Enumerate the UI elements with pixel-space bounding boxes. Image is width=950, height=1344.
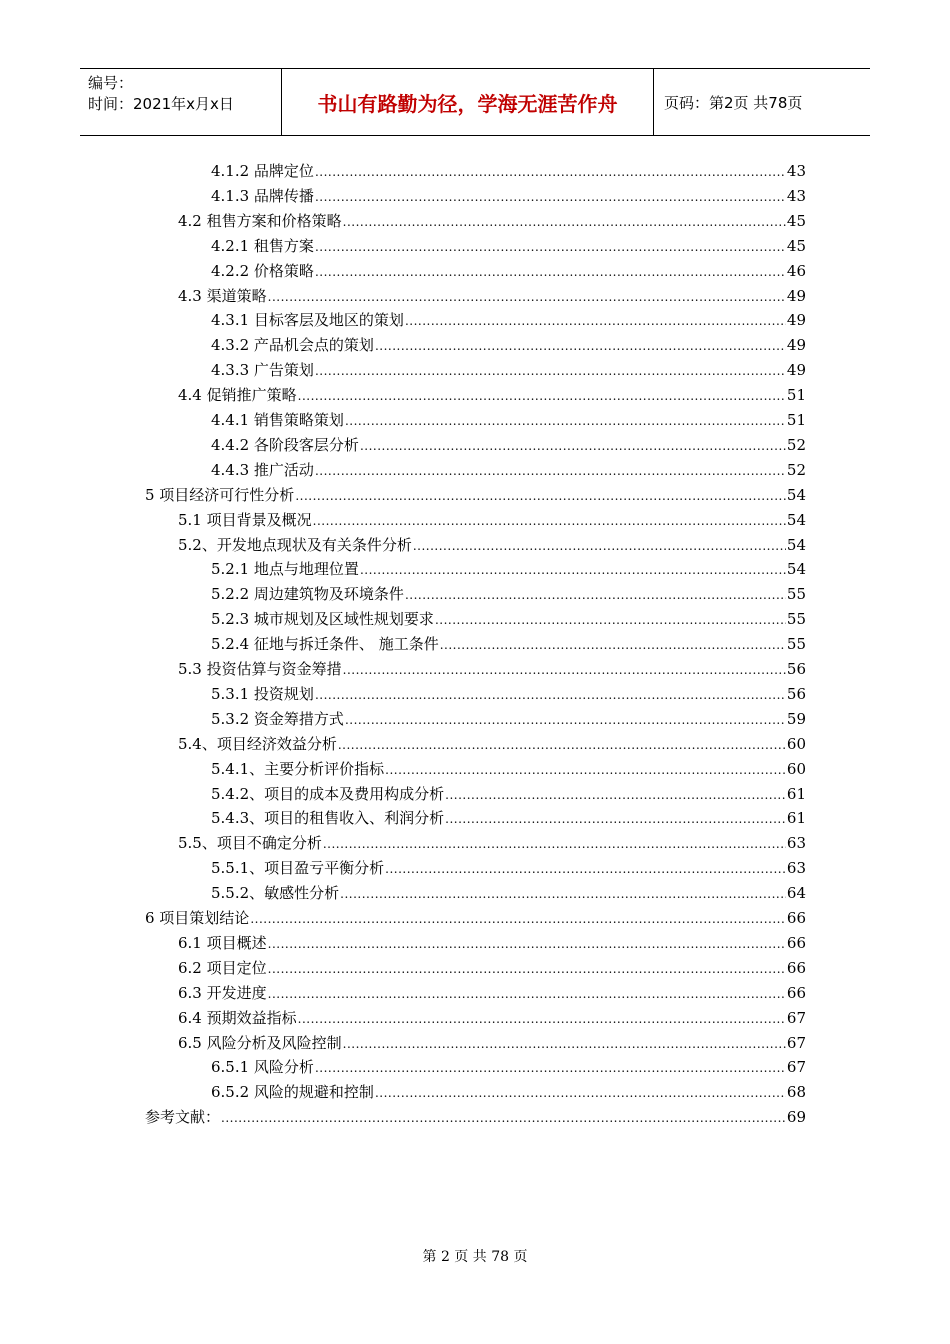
toc-entry-title: 4.3.1 目标客层及地区的策划 xyxy=(211,311,404,330)
header-motto: 书山有路勤为径，学海无涯苦作舟 xyxy=(282,69,654,135)
toc-entry-page: 67 xyxy=(786,1058,806,1077)
toc-entry[interactable] xyxy=(211,707,806,732)
toc-entry-title: 5.3.2 资金筹措方式 xyxy=(211,709,344,728)
toc-entry-page: 66 xyxy=(786,983,806,1002)
toc-leader-dots xyxy=(315,682,786,708)
toc-entry[interactable] xyxy=(178,1031,806,1056)
toc-entry[interactable] xyxy=(178,284,806,309)
page-header xyxy=(80,68,870,136)
toc-entry-page: 45 xyxy=(786,211,806,230)
toc-entry-title: 4.2.1 租售方案 xyxy=(211,236,314,255)
number-label: 编号： xyxy=(88,74,134,92)
toc-leader-dots xyxy=(315,358,786,384)
toc-entry-title: 6.3 开发进度 xyxy=(178,983,267,1002)
toc-leader-dots xyxy=(343,1031,786,1057)
toc-entry-page: 46 xyxy=(786,261,806,280)
toc-entry-page: 66 xyxy=(786,958,806,977)
toc-entry-page: 54 xyxy=(786,535,806,554)
toc-entry-page: 43 xyxy=(786,186,806,205)
toc-entry-title: 4.3 渠道策略 xyxy=(178,286,267,305)
time-label: 时间：2021年x月x日 xyxy=(88,95,234,113)
toc-entry-title: 5.3.1 投资规划 xyxy=(211,684,314,703)
toc-entry[interactable] xyxy=(211,582,806,607)
toc-entry-title: 4.4.1 销售策略策划 xyxy=(211,411,344,429)
toc-entry[interactable] xyxy=(211,682,806,707)
toc-entry-page: 55 xyxy=(786,635,806,654)
toc-entry-page: 55 xyxy=(786,585,806,604)
toc-entry[interactable] xyxy=(211,806,806,831)
toc-leader-dots xyxy=(315,234,786,260)
toc-entry-title: 5.2.3 城市规划及区域性规划要求 xyxy=(211,610,434,629)
toc-leader-dots xyxy=(323,831,786,857)
toc-entry-page: 52 xyxy=(786,435,806,454)
toc-entry[interactable] xyxy=(211,557,806,582)
toc-entry[interactable] xyxy=(211,458,806,483)
toc-entry-page: 56 xyxy=(786,660,806,678)
toc-entry-title: 6.4 预期效益指标 xyxy=(178,1008,297,1027)
toc-leader-dots xyxy=(345,707,786,733)
toc-entry-page: 54 xyxy=(786,510,806,529)
toc-entry-title: 6.5 风险分析及风险控制 xyxy=(178,1033,342,1052)
toc-entry[interactable] xyxy=(178,732,806,757)
toc-entry[interactable] xyxy=(145,906,806,931)
toc-entry-title: 4.3.2 产品机会点的策划 xyxy=(211,336,374,355)
toc-entry-page: 52 xyxy=(786,460,806,479)
header-meta xyxy=(80,69,282,135)
toc-entry-title: 5.3 投资估算与资金筹措 xyxy=(178,660,342,678)
toc-entry-page: 64 xyxy=(786,884,806,903)
toc-entry-title: 4.1.2 品牌定位 xyxy=(211,162,314,180)
toc-entry-title: 6.1 项目概述 xyxy=(178,933,267,952)
toc-entry-title: 5.5.2、敏感性分析 xyxy=(211,884,340,903)
toc-entry-title: 5.2.1 地点与地理位置 xyxy=(211,560,359,579)
toc-entry-title: 5.1 项目背景及概况 xyxy=(178,510,312,529)
toc-entry[interactable] xyxy=(211,308,806,333)
toc-entry-page: 51 xyxy=(786,411,806,429)
toc-leader-dots xyxy=(413,533,786,559)
toc-entry-page: 56 xyxy=(786,684,806,703)
toc-leader-dots xyxy=(445,782,786,808)
toc-entry-page: 59 xyxy=(786,709,806,728)
toc-entry-title: 4.4.2 各阶段客层分析 xyxy=(211,435,359,454)
toc-entry-title: 5.2.2 周边建筑物及环境条件 xyxy=(211,585,404,604)
toc-entry-page: 68 xyxy=(786,1083,806,1102)
toc-entry-title: 4.2 租售方案和价格策略 xyxy=(178,211,342,230)
toc-entry-title: 4.4 促销推广策略 xyxy=(178,386,297,405)
toc-leader-dots xyxy=(315,458,786,484)
toc-leader-dots xyxy=(405,308,786,334)
toc-entry[interactable] xyxy=(211,159,806,184)
toc-entry-title: 6 项目策划结论 xyxy=(145,909,250,927)
toc-leader-dots xyxy=(250,906,786,932)
toc-leader-dots xyxy=(375,1080,786,1106)
toc-entry-page: 55 xyxy=(786,610,806,629)
toc-leader-dots xyxy=(221,1105,786,1131)
toc-entry-title: 6.5.2 风险的规避和控制 xyxy=(211,1083,374,1102)
toc-entry[interactable] xyxy=(211,1055,806,1080)
toc-entry[interactable] xyxy=(178,1006,806,1031)
toc-entry-title: 5 项目经济可行性分析 xyxy=(145,485,295,504)
toc-entry-page: 69 xyxy=(786,1108,806,1127)
toc-entry-page: 66 xyxy=(786,909,806,927)
toc-leader-dots xyxy=(298,1006,786,1032)
toc-entry[interactable] xyxy=(211,234,806,259)
toc-leader-dots xyxy=(343,657,786,683)
toc-entry[interactable] xyxy=(178,931,806,956)
toc-entry-page: 67 xyxy=(786,1008,806,1027)
toc-entry-title: 6.2 项目定位 xyxy=(178,958,267,977)
toc-entry[interactable] xyxy=(211,1080,806,1105)
toc-leader-dots xyxy=(268,284,786,310)
toc-leader-dots xyxy=(345,408,786,434)
toc-entry-page: 49 xyxy=(786,286,806,305)
toc-entry-title: 5.4.2、项目的成本及费用构成分析 xyxy=(211,784,445,803)
toc-leader-dots xyxy=(315,184,786,210)
toc-entry[interactable] xyxy=(211,881,806,906)
toc-entry-page: 60 xyxy=(786,759,806,778)
toc-leader-dots xyxy=(375,333,786,359)
toc-leader-dots xyxy=(298,383,786,409)
toc-entry[interactable] xyxy=(178,956,806,981)
toc-entry[interactable] xyxy=(211,782,806,807)
toc-entry[interactable] xyxy=(145,483,806,508)
toc-entry[interactable] xyxy=(178,383,806,408)
toc-entry-page: 49 xyxy=(786,361,806,380)
toc-leader-dots xyxy=(360,557,786,583)
toc-entry-page: 45 xyxy=(786,236,806,255)
toc-entry[interactable] xyxy=(211,259,806,284)
toc-entry-title: 4.1.3 品牌传播 xyxy=(211,186,314,205)
toc-entry-page: 51 xyxy=(786,386,806,405)
toc-entry-page: 61 xyxy=(786,809,806,828)
toc-entry-title: 4.3.3 广告策划 xyxy=(211,361,314,380)
toc-entry-title: 5.4.3、项目的租售收入、利润分析 xyxy=(211,809,445,828)
toc-leader-dots xyxy=(338,732,786,758)
toc-leader-dots xyxy=(340,881,786,907)
toc-entry-page: 63 xyxy=(786,859,806,878)
toc-leader-dots xyxy=(295,483,786,509)
toc-entry[interactable] xyxy=(211,632,806,657)
toc-entry-page: 54 xyxy=(786,485,806,504)
toc-leader-dots xyxy=(405,582,786,608)
toc-leader-dots xyxy=(268,981,786,1007)
toc-entry-title: 5.2、开发地点现状及有关条件分析 xyxy=(178,535,412,554)
toc-entry-title: 5.5、项目不确定分析 xyxy=(178,834,322,853)
toc-leader-dots xyxy=(440,632,786,658)
toc-entry[interactable] xyxy=(211,408,806,433)
toc-entry[interactable] xyxy=(145,1105,806,1130)
header-page-info: 页码：第2页 共78页 xyxy=(664,93,803,112)
toc-entry[interactable] xyxy=(211,757,806,782)
toc-leader-dots xyxy=(268,956,786,982)
toc-entry[interactable] xyxy=(178,981,806,1006)
toc-entry-page: 60 xyxy=(786,734,806,753)
toc-entry-title: 4.2.2 价格策略 xyxy=(211,261,314,280)
toc-leader-dots xyxy=(313,508,786,534)
toc-entry-page: 49 xyxy=(786,311,806,330)
toc-leader-dots xyxy=(445,806,786,832)
toc-leader-dots xyxy=(315,259,786,285)
toc-entry[interactable] xyxy=(211,607,806,632)
toc-entry[interactable] xyxy=(211,856,806,881)
toc-entry[interactable] xyxy=(178,508,806,533)
toc-leader-dots xyxy=(343,209,786,235)
toc-entry-title: 4.4.3 推广活动 xyxy=(211,460,314,479)
toc-entry-page: 63 xyxy=(786,834,806,853)
toc-entry-title: 参考文献： xyxy=(145,1108,221,1127)
toc-entry-title: 5.5.1、项目盈亏平衡分析 xyxy=(211,859,385,878)
toc-entry[interactable] xyxy=(178,657,806,682)
toc-entry[interactable] xyxy=(211,184,806,209)
toc-entry-title: 6.5.1 风险分析 xyxy=(211,1058,314,1077)
toc-entry-page: 67 xyxy=(786,1033,806,1052)
toc-leader-dots xyxy=(268,931,786,957)
toc-entry-page: 43 xyxy=(786,162,806,180)
page-footer: 第 2 页 共 78 页 xyxy=(422,1249,528,1265)
toc-leader-dots xyxy=(360,433,786,459)
toc-entry[interactable] xyxy=(178,209,806,234)
toc-entry[interactable] xyxy=(211,358,806,383)
toc-leader-dots xyxy=(385,856,786,882)
toc-entry-page: 54 xyxy=(786,560,806,579)
toc-entry-title: 5.4、项目经济效益分析 xyxy=(178,734,337,753)
toc-entry[interactable] xyxy=(178,533,806,558)
toc-leader-dots xyxy=(315,1055,786,1081)
toc-leader-dots xyxy=(385,757,786,783)
toc-entry-title: 5.4.1、主要分析评价指标 xyxy=(211,759,385,778)
toc-entry[interactable] xyxy=(178,831,806,856)
toc-entry-page: 49 xyxy=(786,336,806,355)
toc-entry[interactable] xyxy=(211,433,806,458)
toc-leader-dots xyxy=(315,159,786,185)
toc-leader-dots xyxy=(435,607,786,633)
toc-entry-page: 66 xyxy=(786,933,806,952)
toc-entry-title: 5.2.4 征地与拆迁条件、 施工条件 xyxy=(211,635,439,654)
toc-entry-page: 61 xyxy=(786,784,806,803)
toc-entry[interactable] xyxy=(211,333,806,358)
